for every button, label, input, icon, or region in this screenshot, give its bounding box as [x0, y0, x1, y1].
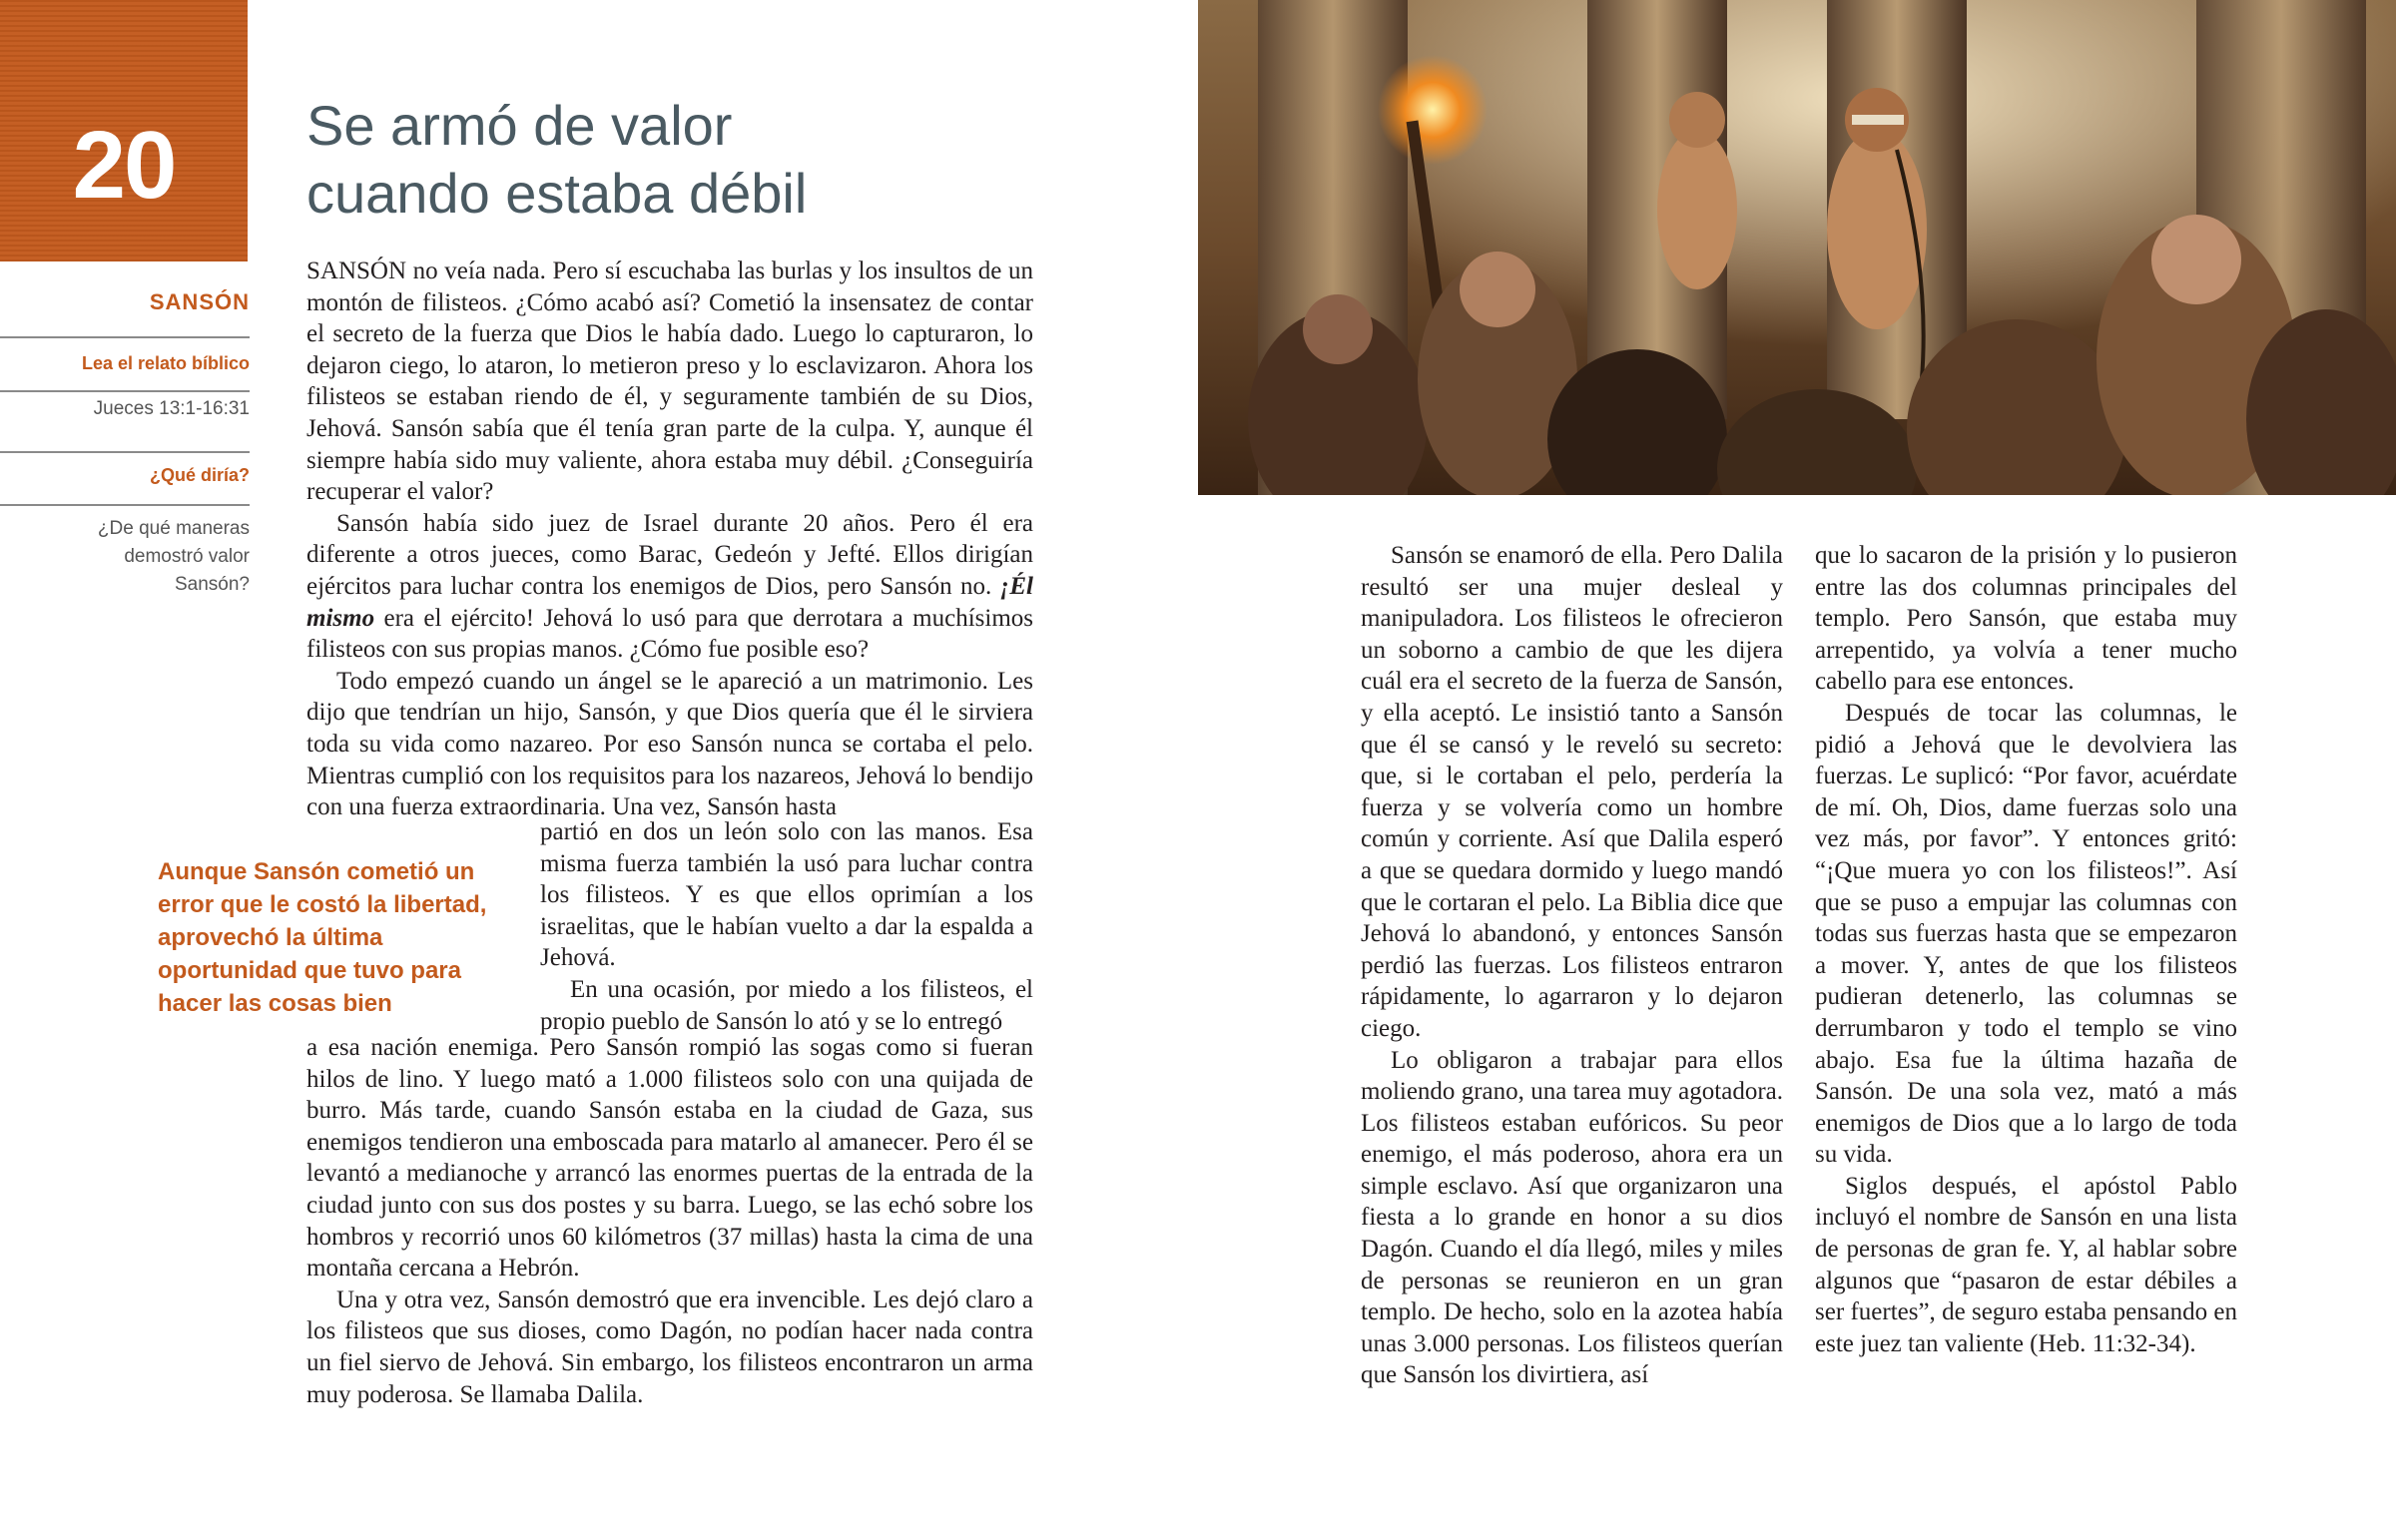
chapter-number: 20 [72, 112, 176, 219]
paragraph: partió en dos un león solo con las manos. Esa misma fuerza también la usó para luchar contra los filisteos. Y es que ellos oprimían a los israelitas, que le habían vuelto a dar la espalda a Jehová. [540, 818, 1033, 972]
page-title [306, 92, 945, 228]
paragraph: SANSÓN no veía nada. Pero sí escuchaba las burlas y los insultos de un montón de filisteos. ¿Cómo acabó así? Cometió la insensatez de contar el secreto de la fuerza que Dios le había dado. Luego lo capturaron, lo dejaron ciego, lo ataron, lo metieron preso y lo esclavizaron. Ahora los filisteos se estaban riendo de él, y seguramente también de su Dios, Jehová. Sansón sabía que él tenía gran parte de la culpa. Y, aunque él siempre había sido muy valiente, ahora estaba muy débil. ¿Conseguiría recuperar el valor? [306, 257, 1033, 506]
paragraph: Después de tocar las columnas, le pidió a Jehová que le devolviera las fuerzas. Le suplicó: “Por favor, acuérdate de mí. Oh, Dios, dame fuerzas solo una vez más, por favor”. Y entonces gritó: “¡Que muera yo con los filisteos!”. Así que se puso a empujar las columnas con todas sus fuerzas hasta que se empezaron a mover. Y, antes de que los filisteos pudieran detenerlo, las columnas se derrumbaron y todo el templo se vino abajo. Esa fue la última hazaña de Sansón. De una sola vez, mató a más enemigos de Dios que a lo largo de toda su vida. [1815, 699, 2237, 1169]
body-column-right [1815, 540, 2237, 1359]
sidebar-read-label: Lea el relato bíblico [81, 353, 250, 373]
body-column-left [306, 256, 1033, 823]
sidebar-divider [0, 390, 250, 392]
paragraph: Una y otra vez, Sansón demostró que era invencible. Les dejó claro a los filisteos que sus dioses, como Dagón, no podían hacer nada contra un fiel siervo de Jehová. Sin embargo, los filisteos encontraron un arma muy poderosa. Se llamaba Dalila. [306, 1285, 1033, 1408]
pull-quote: Aunque Sansón cometió un error que le costó la libertad, aprovechó la última oportunidad que tuvo para hacer las cosas bien [158, 858, 487, 1017]
body-column-middle [1361, 540, 1783, 1391]
paragraph: Siglos después, el apóstol Pablo incluyó el nombre de Sansón en una lista de personas de gran fe. Y, al hablar sobre algunos que “pasaron de estar débiles a ser fuertes”, de seguro estaba pensando en este juez tan valiente (Heb. 11:32-34). [1815, 1172, 2237, 1357]
emphasis-text: ¡Él mismo [306, 572, 1034, 632]
sidebar-character: SANSÓN [149, 289, 250, 314]
sidebar-question: ¿De qué maneras demostró valor Sansón? [97, 518, 250, 595]
paragraph: a esa nación enemiga. Pero Sansón rompió las sogas como si fueran hilos de lino. Y luego mató a 1.000 filisteos solo con una quijada de burro. Más tarde, cuando Sansón estaba en la ciudad de Gaza, sus enemigos tendieron una emboscada para matarlo al amanecer. Pero él se levantó a medianoche y arrancó las enormes puertas de la entrada de la ciudad junto con sus dos postes y su barra. Luego, se las echó sobre los hombros y recorrió unos 60 kilómetros (37 millas) hasta la cima de una montaña cercana a Hebrón. [306, 1034, 1033, 1283]
title-line-2: cuando estaba débil [306, 162, 808, 225]
paragraph: Lo obligaron a trabajar para ellos moliendo grano, una tarea muy agotadora. Los filisteos estaban eufóricos. Su peor enemigo, el más poderoso, ahora era un simple esclavo. Así que organizaron una fiesta a lo grande en honor a su dios Dagón. Cuando el día llegó, miles y miles de personas se reunieron en un gran templo. De hecho, solo en la azotea había unas 3.000 personas. Los filisteos querían que Sansón los divirtiera, así [1361, 1046, 1783, 1389]
sidebar-question-label: ¿Qué diría? [149, 465, 250, 485]
paragraph: Sansón se enamoró de ella. Pero Dalila resultó ser una mujer desleal y manipuladora. Los filisteos le ofrecieron un soborno a cambio de que les dijera cuál era el secreto de la fuerza de Sansón, y ella aceptó. Le insistió tanto a Sansón que él se cansó y le reveló su secreto: que, si le cortaban el pelo, perdería la fuerza y se volvería como un hombre común y corriente. Así que Dalila esperó a que se quedara dormido y luego mandó que le cortaran el pelo. La Biblia dice que Jehová lo abandonó, y entonces Sansón perdió las fuerzas. Los filisteos entraron rápidamente, lo agarraron y lo dejaron ciego. [1361, 542, 1783, 1042]
illustration-samson-temple [1198, 0, 2396, 495]
sidebar-reference: Jueces 13:1-16:31 [93, 398, 250, 419]
chapter-tab [0, 0, 248, 261]
body-column-left-wrap [540, 816, 1033, 1037]
body-column-left-bottom [306, 1032, 1033, 1410]
paragraph-text: era el ejército! Jehová lo usó para que derrotara a muchísimos filisteos con sus propias manos. ¿Cómo fue posible eso? [306, 604, 1033, 664]
paragraph: Todo empezó cuando un ángel se le apareció a un matrimonio. Les dijo que tendrían un hijo, Sansón, y que Dios quería que él le sirviera toda su vida como nazareo. Por eso Sansón nunca se cortaba el pelo. Mientras cumplió con los requisitos para los nazareos, Jehová lo bendijo con una fuerza extraordinaria. Una vez, Sansón hasta [306, 667, 1033, 821]
paragraph: En una ocasión, por miedo a los filisteos, el propio pueblo de Sansón lo ató y se lo entregó [540, 975, 1033, 1035]
sidebar-divider [0, 451, 250, 453]
paragraph [306, 508, 1033, 666]
paragraph: que lo sacaron de la prisión y lo pusieron entre las dos columnas principales del templo. Pero Sansón, que estaba muy arrepentido, ya volvía a tener mucho cabello para ese entonces. [1815, 542, 2237, 696]
title-line-1: Se armó de valor [306, 94, 733, 157]
sidebar-divider [0, 336, 250, 338]
paragraph-text: Sansón había sido juez de Israel durante 20 años. Pero él era diferente a otros jueces, como Barac, Gedeón y Jefté. Ellos dirigían ejércitos para luchar contra los enemigos de Dios, pero Sansón no. [306, 509, 1033, 600]
illustration-svg [1198, 0, 2396, 495]
sidebar-divider [0, 504, 250, 506]
